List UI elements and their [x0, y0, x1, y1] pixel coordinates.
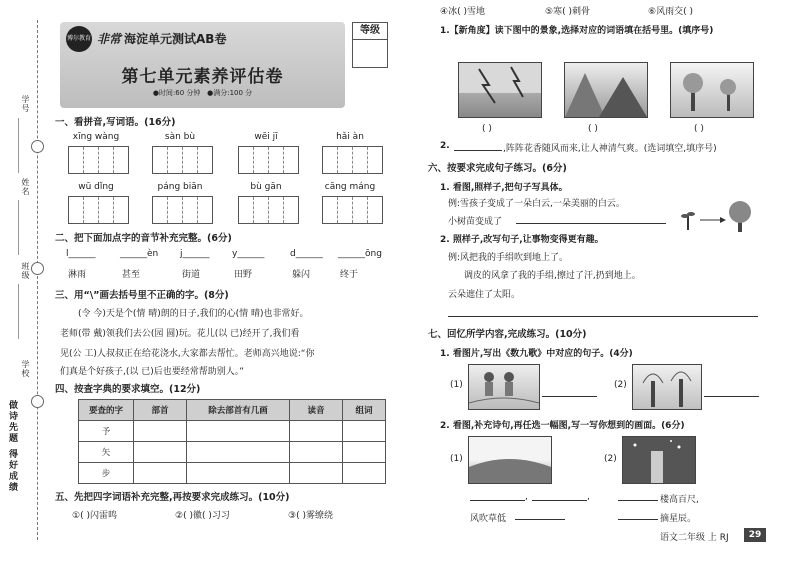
lookup-char: 步	[79, 463, 134, 484]
section6-title: 六、按要求完成句子练习。(6分)	[428, 163, 567, 174]
lookup-char: 矢	[79, 442, 134, 463]
passage-line[interactable]: 老师(带 戴)领我们去公(园 圆)玩。花儿(以 已)经开了,我们看	[60, 329, 300, 339]
answer-blank[interactable]	[516, 223, 666, 224]
poem-line: 摘星辰。	[660, 514, 697, 524]
tower-icon	[623, 437, 695, 483]
pinyin-prompt: xīng wàng	[72, 132, 120, 142]
target-word: 田野	[234, 270, 253, 280]
publisher-logo: 博尔教育	[66, 26, 92, 52]
answer-blank[interactable]	[515, 519, 565, 520]
margin-label-school: 学校	[21, 360, 30, 378]
idiom-item[interactable]: ③( )雾缭绕	[288, 511, 333, 521]
image-label: (1)	[450, 380, 463, 390]
subject-label: 语文二年级 上 RJ	[660, 533, 729, 543]
children-playing-image	[468, 364, 540, 410]
answer-cell[interactable]	[343, 421, 386, 442]
answer-paren[interactable]: ( )	[482, 124, 492, 134]
series-text: 海淀单元测试AB卷	[124, 32, 227, 46]
binding-hole	[31, 262, 44, 275]
section4-title: 四、按查字典的要求填空。(12分)	[55, 384, 201, 395]
cut-line	[37, 20, 38, 540]
idiom-item[interactable]: ⑥风雨交( )	[648, 7, 693, 17]
dictionary-table	[78, 399, 386, 484]
comma: ,	[587, 492, 590, 502]
answer-cell[interactable]	[343, 442, 386, 463]
syllable-blank[interactable]: ______èn	[120, 249, 159, 259]
answer-line[interactable]	[448, 316, 758, 317]
table-header: 组词	[343, 400, 386, 421]
answer-cell[interactable]	[343, 463, 386, 484]
answer-cell[interactable]	[187, 421, 290, 442]
pinyin-prompt: páng biān	[157, 182, 203, 192]
mountain-icon	[565, 63, 647, 117]
question-6-2: 2. 照样子,改写句子,让事物变得更有趣。	[440, 235, 604, 245]
answer-cell[interactable]	[187, 442, 290, 463]
lookup-char: 予	[79, 421, 134, 442]
question-6-1: 1. 看图,照样子,把句子写具体。	[440, 183, 568, 193]
pinyin-prompt: bù gān	[250, 182, 282, 192]
margin-slogan: 做诗先题 得好成绩	[7, 400, 17, 494]
section1-title: 一、看拼音,写词语。(16分)	[55, 117, 176, 128]
answer-cell[interactable]	[134, 463, 187, 484]
margin-label-name: 姓名	[21, 178, 30, 196]
answer-paren[interactable]: ( )	[588, 124, 598, 134]
answer-cell[interactable]	[134, 442, 187, 463]
passage-line[interactable]: 见(公 工)人叔叔正在给花浇水,大家都去帮忙。老师高兴地说:“你	[60, 349, 315, 359]
series-name	[97, 30, 226, 47]
section3-title: 三、用“\”画去括号里不正确的字。(8分)	[55, 290, 229, 301]
answer-cell[interactable]	[290, 442, 343, 463]
snow-tree-icon	[671, 63, 753, 117]
section5-title: 五、先把四字词语补充完整,再按要求完成练习。(10分)	[55, 492, 290, 503]
table-header: 读音	[290, 400, 343, 421]
writing-grid[interactable]	[152, 146, 213, 174]
target-word: 街道	[182, 270, 201, 280]
target-word: 甚至	[122, 270, 141, 280]
table-row	[79, 442, 386, 463]
answer-blank[interactable]	[618, 519, 658, 520]
writing-grid[interactable]	[152, 196, 213, 224]
name-field[interactable]	[18, 200, 19, 255]
question-5-2: ,阵阵花香随风而来,让人神清气爽。(选词填空,填序号)	[503, 144, 717, 154]
student-id-field[interactable]	[18, 118, 19, 173]
writing-grid[interactable]	[322, 196, 383, 224]
writing-grid[interactable]	[322, 146, 383, 174]
willow-icon	[633, 365, 701, 409]
hill-icon	[469, 437, 551, 483]
section7-title: 七、回忆所学内容,完成练习。(10分)	[428, 329, 587, 340]
binding-hole	[31, 395, 44, 408]
page-number: 29	[744, 528, 766, 542]
target-word: 躲闪	[292, 270, 311, 280]
question-5-1: 1.【新角度】读下图中的景象,选择对应的词语填在括号里。(填序号)	[440, 26, 714, 36]
writing-grid[interactable]	[68, 146, 129, 174]
sapling-tree-icon	[680, 198, 760, 234]
willow-trees-image	[632, 364, 702, 410]
question-7-1: 1. 看图片,写出《数九歌》中对应的句子。(4分)	[440, 349, 633, 359]
image-label: (2)	[614, 380, 627, 390]
section2-title: 二、把下面加点字的音节补充完整。(6分)	[55, 233, 232, 244]
binding-hole	[31, 140, 44, 153]
exam-meta	[60, 88, 345, 98]
margin-label-class: 班级	[21, 262, 30, 280]
grade-label: 等级	[353, 23, 387, 40]
sapling-to-tree-image	[680, 198, 760, 234]
writing-grid[interactable]	[238, 196, 299, 224]
image-label: (1)	[450, 454, 463, 464]
night-tower-image	[622, 436, 696, 484]
pinyin-prompt: wēi jī	[254, 132, 278, 142]
fill-sentence: 小树苗变成了	[448, 217, 503, 227]
binding-margin	[0, 0, 50, 566]
idiom-item[interactable]: ②( )徽( )习习	[175, 511, 230, 521]
clock-icon: ●	[152, 89, 159, 97]
answer-blank[interactable]	[470, 500, 525, 501]
grassland-image	[468, 436, 552, 484]
margin-label-student-id: 学号	[21, 95, 30, 113]
children-icon	[469, 365, 539, 409]
image-label: (2)	[604, 454, 617, 464]
poem-line: 风吹草低	[470, 514, 507, 524]
poem-line: 楼高百尺,	[660, 495, 699, 505]
passage-line[interactable]: 们真是个好孩子,(以 已)后也要经常帮助别人。”	[60, 367, 244, 377]
scene-lightning-image	[458, 62, 542, 118]
idiom-item[interactable]: ⑤寒( )刺骨	[545, 7, 590, 17]
lightning-icon	[459, 63, 541, 117]
pinyin-prompt: hǎi àn	[336, 132, 364, 142]
table-header: 要查的字	[79, 400, 134, 421]
answer-paren[interactable]: ( )	[694, 124, 704, 134]
answer-cell[interactable]	[187, 463, 290, 484]
answer-cell[interactable]	[290, 421, 343, 442]
table-header: 除去部首有几画	[187, 400, 290, 421]
full-score: 满分:100 分	[213, 89, 253, 97]
class-field[interactable]	[18, 284, 19, 339]
example-sentence: 例:雪孩子变成了一朵白云,一朵美丽的白云。	[448, 199, 625, 209]
idiom-item[interactable]: ①( )闪雷鸣	[72, 511, 117, 521]
pinyin-prompt: wū dǐng	[78, 182, 114, 192]
answer-blank[interactable]	[454, 150, 502, 151]
example-rewrite: 调皮的风拿了我的手绢,擦过了汗,扔到地上。	[464, 271, 641, 281]
table-row	[79, 421, 386, 442]
table-header-row	[79, 400, 386, 421]
answer-blank[interactable]	[532, 500, 587, 501]
pinyin-prompt: sàn bù	[164, 132, 196, 142]
syllable-blank[interactable]: ______ōng	[338, 249, 382, 259]
passage-line[interactable]: (令 今)天是个(情 晴)朗的日子,我们的心(情 晴)也非常好。	[78, 309, 309, 319]
question-7-2: 2. 看图,补充诗句,再任选一幅图,写一写你想到的画面。(6分)	[440, 421, 685, 431]
writing-grid[interactable]	[68, 196, 129, 224]
syllable-blank[interactable]: j______	[180, 249, 210, 259]
writing-grid[interactable]	[238, 146, 299, 174]
table-header: 部首	[134, 400, 187, 421]
target-word: 终于	[340, 270, 359, 280]
syllable-blank[interactable]: y______	[232, 249, 265, 259]
question-5-2-number: 2.	[440, 141, 450, 151]
syllable-blank[interactable]: l______	[66, 249, 96, 259]
answer-blank[interactable]	[618, 500, 658, 501]
scene-snow-field-image	[670, 62, 754, 118]
page-title: 第七单元素养评估卷	[121, 67, 284, 87]
grade-box	[352, 22, 388, 68]
pinyin-prompt: cāng máng	[324, 182, 376, 192]
answer-cell[interactable]	[290, 463, 343, 484]
time-limit: 时间:60 分钟	[158, 89, 201, 97]
fill-sentence: 云朵遮住了太阳。	[448, 290, 521, 300]
table-row	[79, 463, 386, 484]
score-icon: ●	[207, 89, 214, 97]
comma: ,	[525, 492, 528, 502]
answer-blank[interactable]	[704, 396, 759, 397]
target-word: 淋雨	[68, 270, 87, 280]
series-badge: 非常	[97, 32, 122, 46]
syllable-blank[interactable]: d______	[290, 249, 323, 259]
answer-cell[interactable]	[134, 421, 187, 442]
answer-blank[interactable]	[542, 396, 597, 397]
scene-misty-mountain-image	[564, 62, 648, 118]
example-sentence: 例:风把我的手绢吹到地上了。	[448, 253, 569, 263]
idiom-item[interactable]: ④冰( )雪地	[440, 7, 485, 17]
